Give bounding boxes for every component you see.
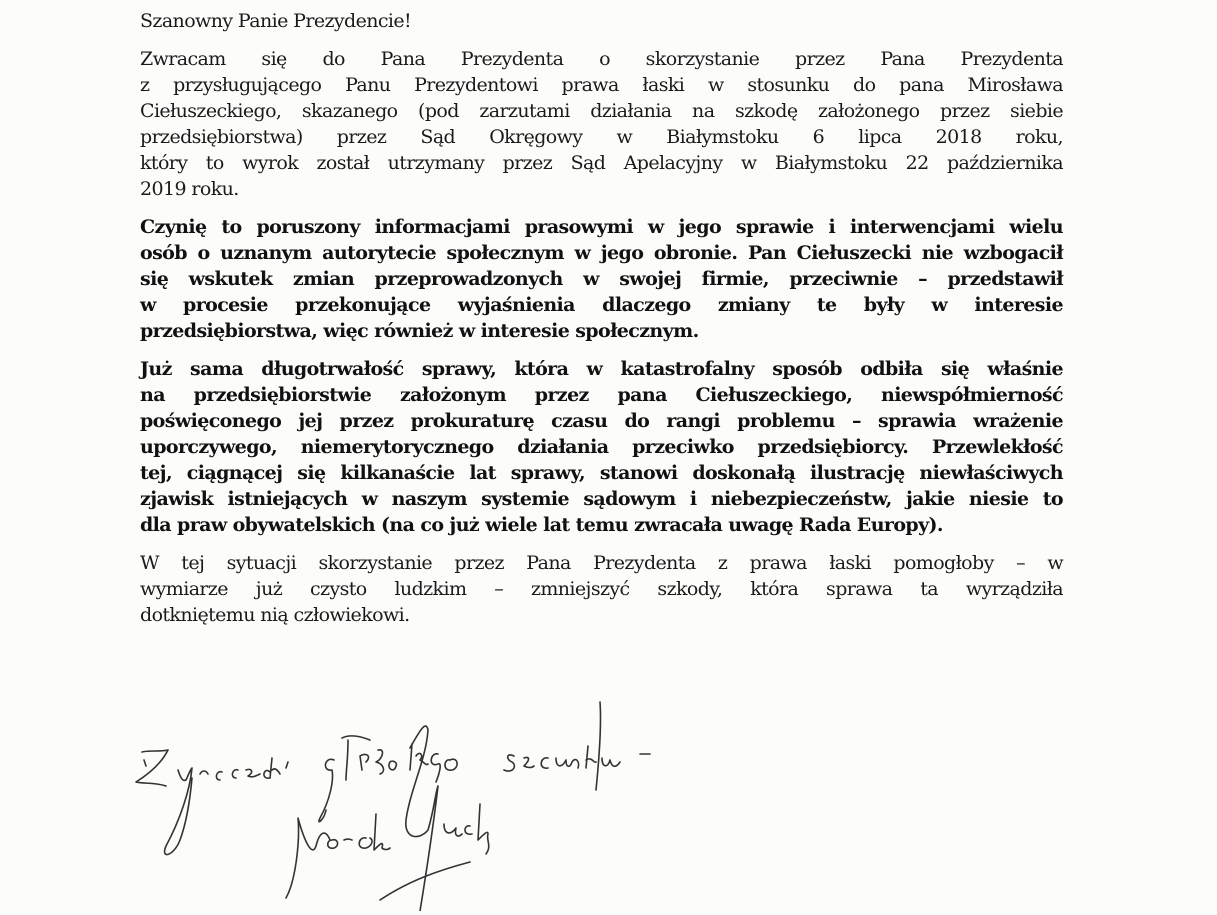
handwritten-closing-and-signature-icon <box>120 690 1100 911</box>
text-line: Ciełuszeckiego, skazanego (pod zarzutami działania na szkodę założonego przez siebie <box>140 100 1063 122</box>
text-line: Zwracam się do Pana Prezydenta o skorzystanie przez Pana Prezydenta <box>140 48 1063 70</box>
paragraph-3 <box>140 356 1063 538</box>
text-line: Już sama długotrwałość sprawy, która w katastrofalny sposób odbiła się właśnie <box>140 358 1063 380</box>
text-line: dotkniętemu nią człowiekowi. <box>140 604 410 626</box>
handwritten-signature-area <box>120 690 1100 911</box>
text-line: uporczywego, niemerytorycznego działania przeciwko przedsiębiorcy. Przewlekłość <box>140 436 1063 458</box>
text-line: który to wyrok został utrzymany przez Sąd Apelacyjny w Białymstoku 22 października <box>140 152 1063 174</box>
salutation: Szanowny Panie Prezydencie! <box>140 10 412 32</box>
text-line: zjawisk istniejących w naszym systemie sądowym i niebezpieczeństw, jakie niesie to <box>140 488 1063 510</box>
text-line: przedsiębiorstwa, więc również w interesie społecznym. <box>140 320 699 342</box>
text-line: w procesie przekonujące wyjaśnienia dlaczego zmiany te były w interesie <box>140 294 1063 316</box>
text-line: Czynię to poruszony informacjami prasowymi w jego sprawie i interwencjami wielu <box>140 216 1063 238</box>
text-line: tej, ciągnącej się kilkanaście lat sprawy, stanowi doskonałą ilustrację niewłaściwych <box>140 462 1063 484</box>
text-line: wymiarze już czysto ludzkim – zmniejszyć szkody, która sprawa ta wyrządziła <box>140 578 1063 600</box>
paragraph-4 <box>140 550 1063 628</box>
paragraph-1 <box>140 46 1063 202</box>
text-line: 2019 roku. <box>140 178 239 200</box>
text-line: poświęconego jej przez prokuraturę czasu do rangi problemu – sprawia wrażenie <box>140 410 1063 432</box>
text-line: się wskutek zmian przeprowadzonych w swojej firmie, przeciwnie – przedstawił <box>140 268 1063 290</box>
text-line: z przysługującego Panu Prezydentowi prawa łaski w stosunku do pana Mirosława <box>140 74 1063 96</box>
text-line: osób o uznanym autorytecie społecznym w jego obronie. Pan Ciełuszecki nie wzbogacił <box>140 242 1063 264</box>
text-line: W tej sytuacji skorzystanie przez Pana Prezydenta z prawa łaski pomogłoby – w <box>140 552 1063 574</box>
text-line: na przedsiębiorstwie założonym przez pana Ciełuszeckiego, niewspółmierność <box>140 384 1063 406</box>
paragraph-2 <box>140 214 1063 344</box>
letter-body <box>140 8 1063 640</box>
text-line: dla praw obywatelskich (na co już wiele lat temu zwracała uwagę Rada Europy). <box>140 514 943 536</box>
text-line: przedsiębiorstwa) przez Sąd Okręgowy w Białymstoku 6 lipca 2018 roku, <box>140 126 1063 148</box>
